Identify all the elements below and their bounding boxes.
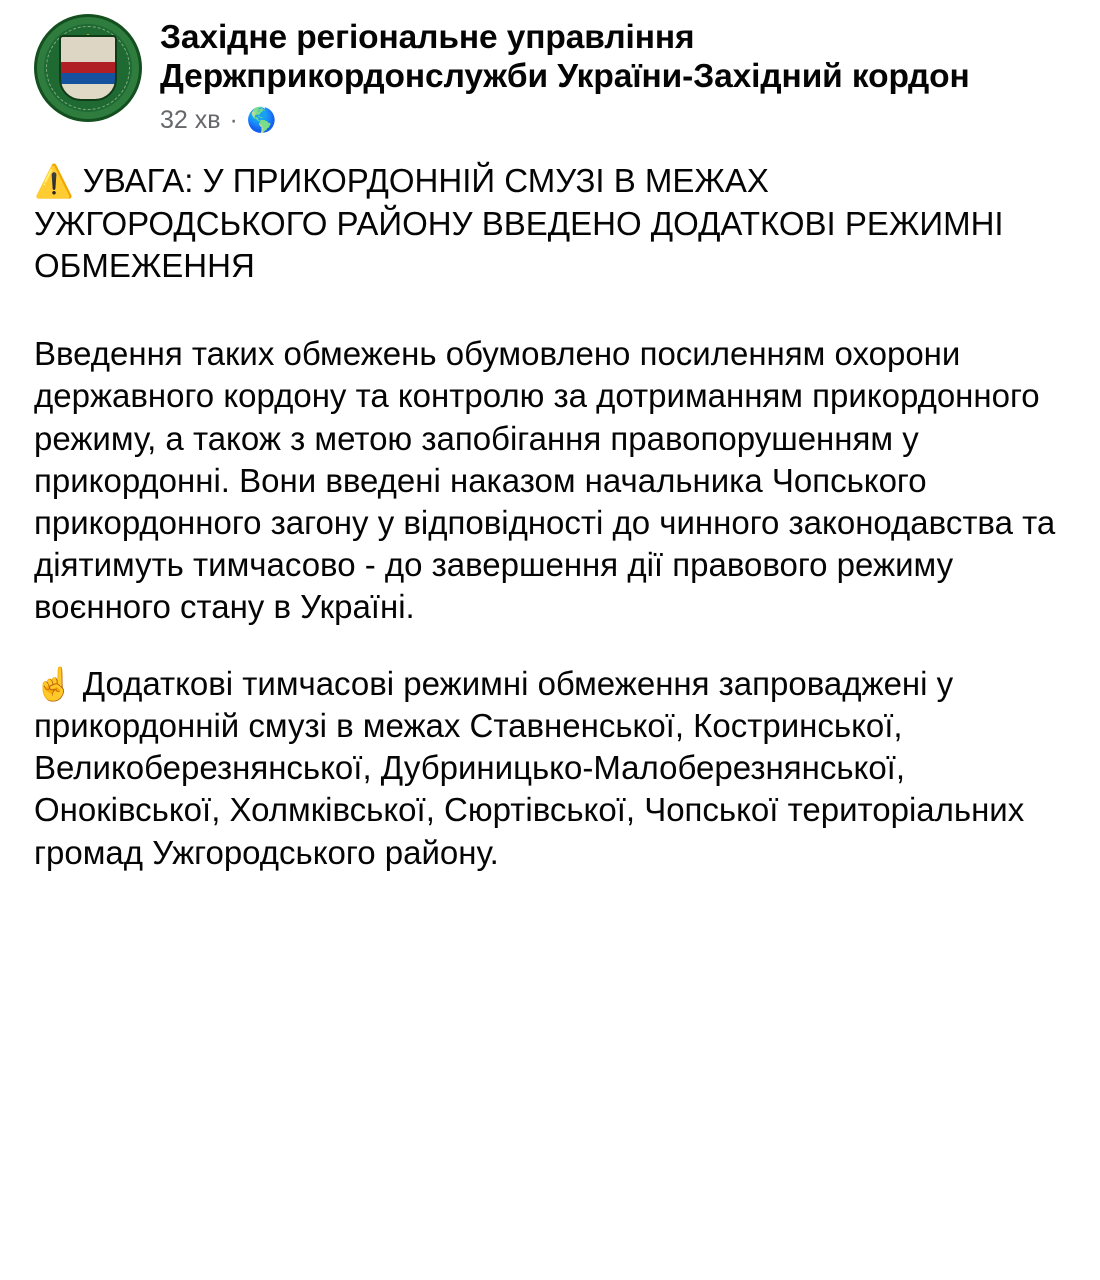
post-timestamp[interactable]: 32 хв bbox=[160, 106, 221, 135]
globe-icon[interactable]: 🌎 bbox=[246, 107, 277, 135]
avatar[interactable] bbox=[34, 14, 142, 122]
post-paragraph-headline-text: УВАГА: У ПРИКОРДОННІЙ СМУЗІ В МЕЖАХ УЖГОРОДСЬКОГО РАЙОНУ ВВЕДЕНО ДОДАТКОВІ РЕЖИМНІ ОБМЕЖЕННЯ bbox=[34, 162, 1013, 284]
post-paragraph-headline bbox=[34, 160, 1066, 287]
post-paragraph-areas bbox=[34, 663, 1066, 874]
meta-separator: · bbox=[229, 106, 238, 135]
post-body bbox=[34, 160, 1066, 874]
warning-icon: ⚠️ bbox=[34, 163, 83, 200]
post-paragraph-reason-text: Введення таких обмежень обумовлено посиленням охорони державного кордону та контролю за дотриманням прикордонного режиму, а також з метою запобігання правопорушенням у прикордонні. Вони введені наказом начальника Чопського прикордонного загону у відповідності до чинного законодавства та діятимуть тимчасово - до завершення дії правового режиму воєнного стану в Україні. bbox=[34, 335, 1065, 626]
post-paragraph-reason bbox=[34, 333, 1066, 629]
page-name[interactable]: Західне регіональне управління Держприкордонслужби України-Західний кордон bbox=[160, 19, 970, 96]
post-meta bbox=[160, 107, 1066, 134]
post-paragraph-areas-text: Додаткові тимчасові режимні обмеження запроваджені у прикордонній смузі в межах Ставненської, Костринської, Великоберезнянської, Дубриницько-Малоберезнянської, Оноківської, Холмківської, Сюртівської, Чопської територіальних громад Ужгородського району. bbox=[34, 664, 1034, 871]
emblem-shield-icon bbox=[59, 35, 117, 101]
post-header bbox=[34, 14, 1066, 134]
post-header-text bbox=[160, 14, 1066, 134]
point-up-icon: ☝️ bbox=[34, 665, 83, 702]
